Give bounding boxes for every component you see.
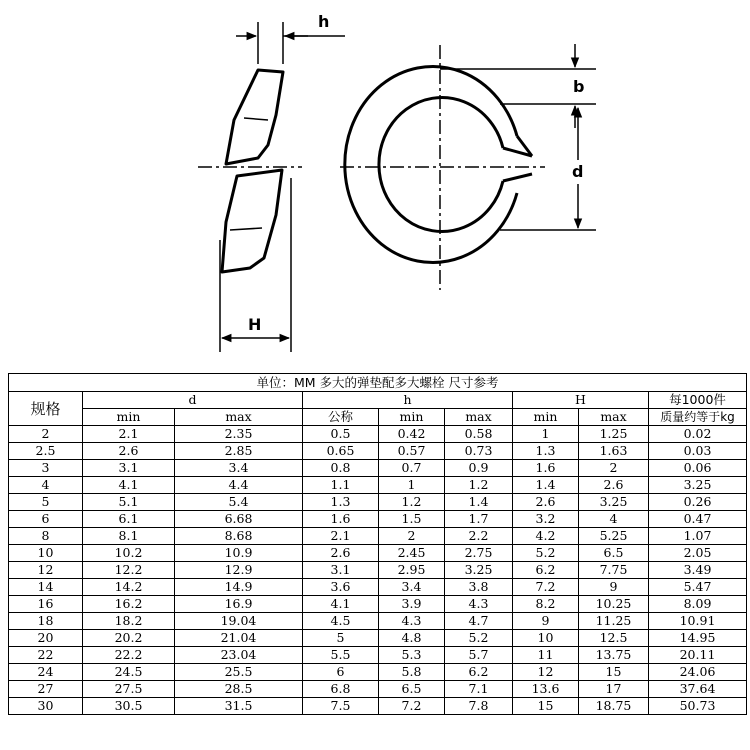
cell-d-max: 19.04	[175, 613, 303, 630]
cell-h-min: 1	[379, 477, 445, 494]
cell-H-min: 1.6	[513, 460, 579, 477]
cell-H-min: 3.2	[513, 511, 579, 528]
cell-spec: 30	[9, 698, 83, 715]
cell-h-max: 5.2	[445, 630, 513, 647]
cell-h-max: 0.73	[445, 443, 513, 460]
cell-d-min: 10.2	[83, 545, 175, 562]
cell-h-max: 1.7	[445, 511, 513, 528]
cell-H-max: 2.6	[579, 477, 649, 494]
cell-d-max: 28.5	[175, 681, 303, 698]
table-row	[9, 477, 747, 494]
cell-H-max: 10.25	[579, 596, 649, 613]
header-weight: 每1000件	[649, 392, 747, 409]
table-row	[9, 460, 747, 477]
cell-H-min: 15	[513, 698, 579, 715]
subheader-h-nominal: 公称	[303, 409, 379, 426]
cell-d-min: 14.2	[83, 579, 175, 596]
cell-h-max: 6.2	[445, 664, 513, 681]
cell-d-min: 16.2	[83, 596, 175, 613]
table-row	[9, 426, 747, 443]
cell-h-min: 2.45	[379, 545, 445, 562]
cell-spec: 24	[9, 664, 83, 681]
cell-weight: 10.91	[649, 613, 747, 630]
cell-H-min: 12	[513, 664, 579, 681]
cell-d-min: 6.1	[83, 511, 175, 528]
cell-H-min: 1.4	[513, 477, 579, 494]
washer-front-view	[345, 66, 532, 262]
cell-d-min: 2.6	[83, 443, 175, 460]
cell-H-min: 2.6	[513, 494, 579, 511]
cell-d-max: 3.4	[175, 460, 303, 477]
table-row	[9, 664, 747, 681]
table-row	[9, 579, 747, 596]
cell-h-max: 2.2	[445, 528, 513, 545]
cell-H-min: 7.2	[513, 579, 579, 596]
cell-d-max: 2.35	[175, 426, 303, 443]
cell-d-max: 21.04	[175, 630, 303, 647]
cell-h-nominal: 3.1	[303, 562, 379, 579]
cell-weight: 20.11	[649, 647, 747, 664]
cell-H-max: 7.75	[579, 562, 649, 579]
table-row	[9, 596, 747, 613]
table-row	[9, 511, 747, 528]
cell-d-min: 3.1	[83, 460, 175, 477]
cell-h-nominal: 0.65	[303, 443, 379, 460]
cell-weight: 2.05	[649, 545, 747, 562]
cell-h-max: 1.2	[445, 477, 513, 494]
cell-H-min: 5.2	[513, 545, 579, 562]
table-header-row	[9, 392, 747, 409]
cell-weight: 3.49	[649, 562, 747, 579]
cell-spec: 8	[9, 528, 83, 545]
cell-spec: 5	[9, 494, 83, 511]
cell-H-min: 9	[513, 613, 579, 630]
table-title: 单位：MM 多大的弹垫配多大螺栓 尺寸参考	[9, 374, 747, 392]
header-H: H	[513, 392, 649, 409]
cell-d-min: 4.1	[83, 477, 175, 494]
cell-d-max: 10.9	[175, 545, 303, 562]
cell-h-max: 3.8	[445, 579, 513, 596]
cell-h-max: 0.9	[445, 460, 513, 477]
header-spec: 规格	[9, 392, 83, 426]
cell-H-max: 9	[579, 579, 649, 596]
cell-H-max: 1.25	[579, 426, 649, 443]
cell-h-nominal: 3.6	[303, 579, 379, 596]
cell-spec: 20	[9, 630, 83, 647]
cell-h-nominal: 2.6	[303, 545, 379, 562]
cell-weight: 37.64	[649, 681, 747, 698]
table-row	[9, 681, 747, 698]
cell-weight: 1.07	[649, 528, 747, 545]
cell-spec: 10	[9, 545, 83, 562]
cell-H-max: 4	[579, 511, 649, 528]
table-row	[9, 545, 747, 562]
cell-h-min: 0.7	[379, 460, 445, 477]
spec-table	[8, 373, 747, 715]
label-b: b	[573, 77, 585, 96]
subheader-d-min: min	[83, 409, 175, 426]
cell-H-min: 10	[513, 630, 579, 647]
cell-spec: 18	[9, 613, 83, 630]
cell-H-max: 2	[579, 460, 649, 477]
cell-H-max: 11.25	[579, 613, 649, 630]
cell-H-min: 6.2	[513, 562, 579, 579]
subheader-H-min: min	[513, 409, 579, 426]
cell-d-min: 30.5	[83, 698, 175, 715]
cell-d-max: 4.4	[175, 477, 303, 494]
table-title-row	[9, 374, 747, 392]
cell-spec: 6	[9, 511, 83, 528]
cell-d-min: 2.1	[83, 426, 175, 443]
cell-d-min: 27.5	[83, 681, 175, 698]
washer-drawing-svg	[0, 0, 750, 370]
cell-h-max: 0.58	[445, 426, 513, 443]
cell-h-max: 2.75	[445, 545, 513, 562]
cell-h-nominal: 0.8	[303, 460, 379, 477]
cell-weight: 3.25	[649, 477, 747, 494]
cell-spec: 16	[9, 596, 83, 613]
table-subheader-row	[9, 409, 747, 426]
cell-d-max: 12.9	[175, 562, 303, 579]
cell-h-nominal: 1.3	[303, 494, 379, 511]
table-row	[9, 630, 747, 647]
cell-H-min: 1	[513, 426, 579, 443]
cell-spec: 2.5	[9, 443, 83, 460]
cell-weight: 50.73	[649, 698, 747, 715]
cell-h-min: 7.2	[379, 698, 445, 715]
cell-h-min: 6.5	[379, 681, 445, 698]
table-row	[9, 698, 747, 715]
cell-h-min: 5.3	[379, 647, 445, 664]
cell-d-min: 18.2	[83, 613, 175, 630]
subheader-d-max: max	[175, 409, 303, 426]
cell-H-max: 3.25	[579, 494, 649, 511]
cell-H-max: 17	[579, 681, 649, 698]
cell-H-max: 15	[579, 664, 649, 681]
cell-h-min: 1.5	[379, 511, 445, 528]
subheader-h-max: max	[445, 409, 513, 426]
cell-d-max: 6.68	[175, 511, 303, 528]
cell-h-nominal: 6.8	[303, 681, 379, 698]
cell-h-min: 1.2	[379, 494, 445, 511]
cell-spec: 2	[9, 426, 83, 443]
cell-d-max: 23.04	[175, 647, 303, 664]
cell-h-min: 0.42	[379, 426, 445, 443]
header-d: d	[83, 392, 303, 409]
cell-weight: 0.26	[649, 494, 747, 511]
cell-h-max: 4.7	[445, 613, 513, 630]
cell-H-min: 4.2	[513, 528, 579, 545]
cell-h-min: 5.8	[379, 664, 445, 681]
cell-H-max: 1.63	[579, 443, 649, 460]
cell-H-min: 11	[513, 647, 579, 664]
cell-d-max: 31.5	[175, 698, 303, 715]
cell-weight: 0.06	[649, 460, 747, 477]
washer-side-view	[222, 70, 283, 272]
cell-spec: 3	[9, 460, 83, 477]
cell-h-nominal: 5	[303, 630, 379, 647]
cell-d-max: 5.4	[175, 494, 303, 511]
cell-h-min: 3.9	[379, 596, 445, 613]
cell-d-min: 22.2	[83, 647, 175, 664]
cell-h-nominal: 2.1	[303, 528, 379, 545]
cell-h-min: 2.95	[379, 562, 445, 579]
cell-H-min: 1.3	[513, 443, 579, 460]
cell-weight: 24.06	[649, 664, 747, 681]
cell-spec: 12	[9, 562, 83, 579]
cell-spec: 4	[9, 477, 83, 494]
cell-weight: 14.95	[649, 630, 747, 647]
cell-h-min: 0.57	[379, 443, 445, 460]
cell-d-max: 25.5	[175, 664, 303, 681]
cell-spec: 22	[9, 647, 83, 664]
cell-h-max: 7.1	[445, 681, 513, 698]
cell-d-max: 8.68	[175, 528, 303, 545]
cell-h-nominal: 1.1	[303, 477, 379, 494]
cell-H-min: 13.6	[513, 681, 579, 698]
cell-d-min: 8.1	[83, 528, 175, 545]
cell-h-max: 4.3	[445, 596, 513, 613]
cell-h-nominal: 4.5	[303, 613, 379, 630]
label-d: d	[572, 162, 584, 181]
cell-H-max: 12.5	[579, 630, 649, 647]
cell-h-nominal: 5.5	[303, 647, 379, 664]
cell-spec: 27	[9, 681, 83, 698]
cell-h-nominal: 0.5	[303, 426, 379, 443]
cell-h-min: 4.3	[379, 613, 445, 630]
cell-h-min: 4.8	[379, 630, 445, 647]
cell-weight: 0.02	[649, 426, 747, 443]
subheader-h-min: min	[379, 409, 445, 426]
cell-weight: 8.09	[649, 596, 747, 613]
cell-h-max: 1.4	[445, 494, 513, 511]
subheader-weight: 质量约等于kg	[649, 409, 747, 426]
cell-d-min: 12.2	[83, 562, 175, 579]
cell-h-min: 3.4	[379, 579, 445, 596]
table-row	[9, 613, 747, 630]
cell-h-min: 2	[379, 528, 445, 545]
cell-d-max: 14.9	[175, 579, 303, 596]
label-H: H	[248, 315, 262, 334]
table-row	[9, 647, 747, 664]
cell-weight: 0.03	[649, 443, 747, 460]
cell-d-max: 2.85	[175, 443, 303, 460]
cell-weight: 0.47	[649, 511, 747, 528]
cell-h-max: 5.7	[445, 647, 513, 664]
cell-H-max: 5.25	[579, 528, 649, 545]
cell-weight: 5.47	[649, 579, 747, 596]
table-row	[9, 562, 747, 579]
cell-h-max: 3.25	[445, 562, 513, 579]
cell-H-min: 8.2	[513, 596, 579, 613]
washer-drawing	[0, 0, 750, 370]
cell-h-nominal: 4.1	[303, 596, 379, 613]
cell-spec: 14	[9, 579, 83, 596]
cell-h-max: 7.8	[445, 698, 513, 715]
table-row	[9, 443, 747, 460]
cell-H-max: 6.5	[579, 545, 649, 562]
label-h: h	[318, 12, 330, 31]
cell-H-max: 13.75	[579, 647, 649, 664]
cell-h-nominal: 1.6	[303, 511, 379, 528]
cell-h-nominal: 6	[303, 664, 379, 681]
header-h: h	[303, 392, 513, 409]
cell-d-min: 20.2	[83, 630, 175, 647]
cell-H-max: 18.75	[579, 698, 649, 715]
table-row	[9, 494, 747, 511]
cell-h-nominal: 7.5	[303, 698, 379, 715]
subheader-H-max: max	[579, 409, 649, 426]
cell-d-max: 16.9	[175, 596, 303, 613]
table-row	[9, 528, 747, 545]
cell-d-min: 5.1	[83, 494, 175, 511]
cell-d-min: 24.5	[83, 664, 175, 681]
